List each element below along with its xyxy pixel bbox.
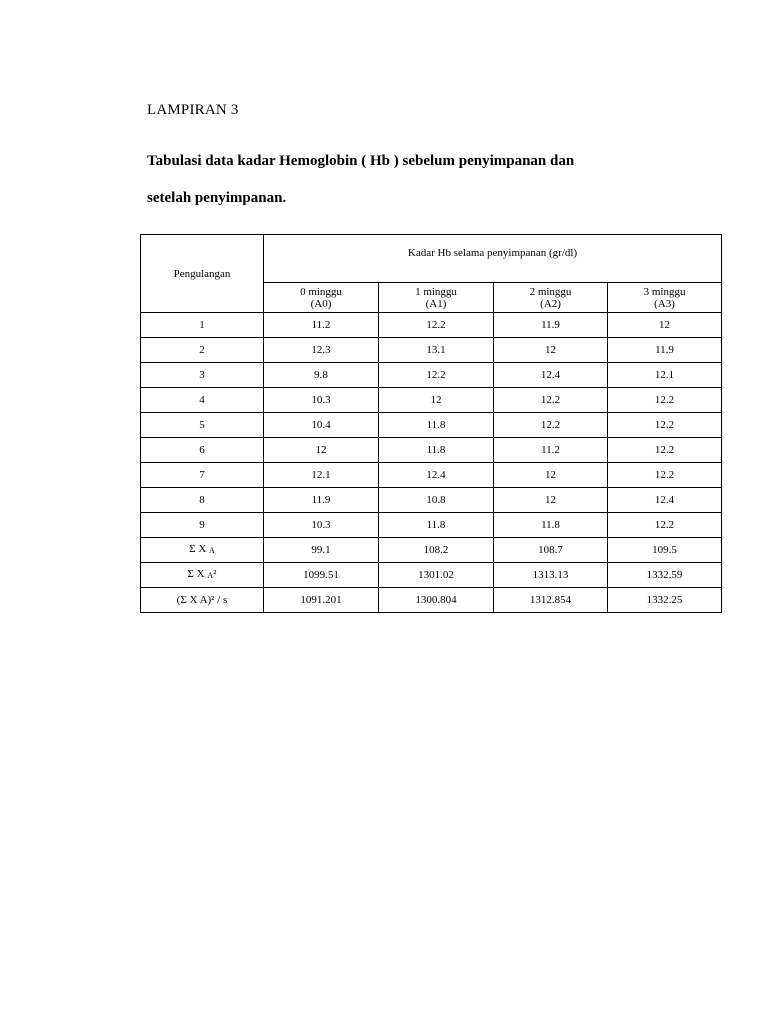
column-code: (A0): [310, 297, 332, 310]
hemoglobin-data-table: [140, 234, 722, 613]
row-label: 9: [141, 513, 264, 538]
value-cell: 12.4: [494, 363, 608, 388]
row-label: 8: [141, 488, 264, 513]
summary-value-cell: 1332.59: [608, 563, 722, 588]
value-cell: 11.8: [379, 413, 494, 438]
table-row: [141, 463, 722, 488]
column-header-a2: [494, 283, 608, 313]
value-cell: 12.4: [379, 463, 494, 488]
value-cell: 11.2: [494, 438, 608, 463]
value-cell: 13.1: [379, 338, 494, 363]
column-code: (A3): [654, 297, 675, 310]
summary-value-cell: 109.5: [608, 538, 722, 563]
row-label: 3: [141, 363, 264, 388]
summary-value-cell: 108.7: [494, 538, 608, 563]
value-cell: 12: [608, 313, 722, 338]
summary-label-superscript: ²: [213, 568, 217, 580]
value-cell: 12.2: [379, 313, 494, 338]
summary-label-main: Σ X: [187, 568, 205, 580]
kadar-hb-header: [264, 235, 722, 283]
summary-row: [141, 538, 722, 563]
row-label: 6: [141, 438, 264, 463]
column-header-a3: [608, 283, 722, 313]
summary-label-main: Σ X: [189, 543, 207, 555]
summary-value-cell: 1332.25: [608, 588, 722, 613]
value-cell: 12: [494, 463, 608, 488]
value-cell: 11.8: [494, 513, 608, 538]
summary-value-cell: 1091.201: [264, 588, 379, 613]
summary-value-cell: 1312.854: [494, 588, 608, 613]
column-header-a0: [264, 283, 379, 313]
table-row: [141, 338, 722, 363]
table-row: [141, 388, 722, 413]
value-cell: 12.2: [608, 513, 722, 538]
summary-value-cell: 99.1: [264, 538, 379, 563]
column-week: 2 minggu: [529, 285, 572, 298]
value-cell: 11.9: [264, 488, 379, 513]
summary-label-main: (Σ X A)² / s: [176, 594, 228, 606]
value-cell: 10.3: [264, 513, 379, 538]
table-row: [141, 413, 722, 438]
value-cell: 12: [494, 338, 608, 363]
value-cell: 12: [264, 438, 379, 463]
value-cell: 12.2: [379, 363, 494, 388]
lampiran-heading: LAMPIRAN 3: [147, 102, 239, 118]
summary-label-subscript: A: [207, 571, 214, 580]
summary-label-subscript: A: [209, 546, 215, 555]
row-label: 7: [141, 463, 264, 488]
value-cell: 11.9: [494, 313, 608, 338]
summary-row: [141, 563, 722, 588]
summary-label: [141, 538, 264, 563]
row-label: 1: [141, 313, 264, 338]
value-cell: 12: [379, 388, 494, 413]
table-header-row: [141, 235, 722, 283]
table-row: [141, 438, 722, 463]
column-code: (A1): [425, 297, 447, 310]
value-cell: 11.8: [379, 513, 494, 538]
column-code: (A2): [540, 297, 561, 310]
value-cell: 10.3: [264, 388, 379, 413]
table-row: [141, 313, 722, 338]
table-row: [141, 363, 722, 388]
value-cell: 12.1: [608, 363, 722, 388]
value-cell: 12.3: [264, 338, 379, 363]
row-label: 5: [141, 413, 264, 438]
column-week: 0 minggu: [300, 285, 342, 298]
summary-label: [141, 563, 264, 588]
summary-value-cell: 1313.13: [494, 563, 608, 588]
column-week: 1 minggu: [415, 285, 457, 298]
value-cell: 10.8: [379, 488, 494, 513]
table-title-line-2: setelah penyimpanan.: [147, 190, 287, 206]
column-header-a1: [379, 283, 494, 313]
summary-row: [141, 588, 722, 613]
summary-value-cell: 1301.02: [379, 563, 494, 588]
value-cell: 12.2: [608, 463, 722, 488]
row-label: 2: [141, 338, 264, 363]
kadar-hb-header-text: Kadar Hb selama penyimpanan (gr/dl): [407, 247, 578, 259]
value-cell: 12.4: [608, 488, 722, 513]
pengulangan-header: Pengulangan: [141, 235, 264, 313]
value-cell: 11.9: [608, 338, 722, 363]
column-week: 3 minggu: [643, 285, 686, 298]
value-cell: 11.8: [379, 438, 494, 463]
value-cell: 12.2: [608, 438, 722, 463]
value-cell: 12.2: [608, 388, 722, 413]
summary-value-cell: 108.2: [379, 538, 494, 563]
value-cell: 10.4: [264, 413, 379, 438]
value-cell: 12.2: [608, 413, 722, 438]
table-title-line-1: Tabulasi data kadar Hemoglobin ( Hb ) sebelum penyimpanan dan: [147, 153, 575, 169]
value-cell: 11.2: [264, 313, 379, 338]
value-cell: 12: [494, 488, 608, 513]
row-label: 4: [141, 388, 264, 413]
value-cell: 12.2: [494, 413, 608, 438]
table-row: [141, 513, 722, 538]
summary-label: [141, 588, 264, 613]
summary-value-cell: 1099.51: [264, 563, 379, 588]
table-row: [141, 488, 722, 513]
summary-value-cell: 1300.804: [379, 588, 494, 613]
value-cell: 12.2: [494, 388, 608, 413]
value-cell: 12.1: [264, 463, 379, 488]
value-cell: 9.8: [264, 363, 379, 388]
